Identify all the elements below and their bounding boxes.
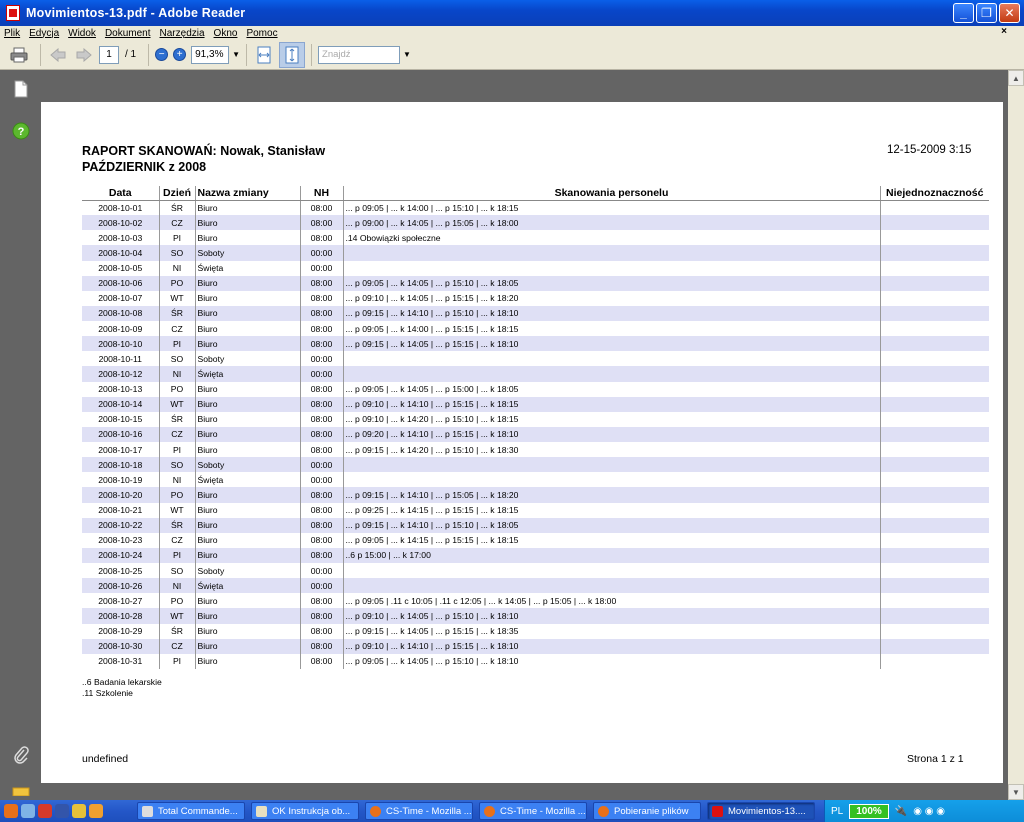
cell-day: ŚR xyxy=(159,200,195,215)
cell-day: CZ xyxy=(159,215,195,230)
cell-nh: 00:00 xyxy=(300,578,343,593)
menu-tools[interactable]: Narzędzia xyxy=(159,27,205,39)
cell-scans: ... p 09:10 | ... k 14:05 | ... p 15:15 | ... k 18:20 xyxy=(343,291,880,306)
column-header-shift: Nazwa zmiany xyxy=(195,186,300,200)
opera-icon[interactable] xyxy=(38,804,52,818)
system-tray xyxy=(824,800,1024,822)
cell-nh: 08:00 xyxy=(300,442,343,457)
cell-ambiguity xyxy=(880,472,989,487)
cell-shift: Biuro xyxy=(195,654,300,669)
cell-ambiguity xyxy=(880,306,989,321)
cell-day: NI xyxy=(159,366,195,381)
cell-nh: 08:00 xyxy=(300,382,343,397)
folder-icon[interactable] xyxy=(12,786,30,796)
cell-nh: 08:00 xyxy=(300,321,343,336)
cell-date: 2008-10-13 xyxy=(98,384,143,395)
cell-date: 2008-10-17 xyxy=(98,444,143,455)
cell-nh: 08:00 xyxy=(300,487,343,502)
cell-shift: Święta xyxy=(195,578,300,593)
cell-date: 2008-10-04 xyxy=(82,245,159,260)
page-counter: Strona 1 z 1 xyxy=(907,753,964,765)
footer-left: undefined xyxy=(82,753,129,765)
cell-nh: 08:00 xyxy=(300,306,343,321)
cell-day: PI xyxy=(159,230,195,245)
cell-ambiguity xyxy=(880,366,989,381)
table-row xyxy=(82,487,989,502)
column-header-scans: Skanowania personelu xyxy=(343,186,880,200)
menu-view[interactable]: Widok xyxy=(68,27,96,39)
cell-day: WT xyxy=(159,397,195,412)
cell-scans: ... p 09:10 | ... k 14:10 | ... p 15:15 | ... k 18:10 xyxy=(343,639,880,654)
cell-day: PI xyxy=(159,654,195,669)
cell-scans: ... p 09:10 | ... k 14:20 | ... p 15:10 | ... k 18:15 xyxy=(343,412,880,427)
table-row xyxy=(82,412,989,427)
cell-nh: 08:00 xyxy=(300,503,343,518)
cell-shift: Biuro xyxy=(195,291,300,306)
cell-scans xyxy=(343,578,880,593)
cell-ambiguity xyxy=(880,351,989,366)
cell-nh: 08:00 xyxy=(300,639,343,654)
table-row xyxy=(82,245,989,260)
report-title: RAPORT SKANOWAŃ: Nowak, Stanisław xyxy=(82,144,326,158)
cell-scans xyxy=(343,366,880,381)
cell-nh: 00:00 xyxy=(300,351,343,366)
adobe-reader-icon xyxy=(6,5,20,21)
cell-shift: Biuro xyxy=(195,200,300,215)
minimize-button[interactable]: _ xyxy=(953,3,974,23)
table-row xyxy=(82,639,989,654)
table-row xyxy=(82,624,989,639)
menu-window[interactable]: Okno xyxy=(213,27,238,39)
cell-date: 2008-10-27 xyxy=(98,595,143,606)
table-row xyxy=(82,321,989,336)
cell-date: 2008-10-12 xyxy=(82,366,159,381)
language-indicator[interactable]: PL xyxy=(831,805,844,817)
window-title: Movimientos-13.pdf - Adobe Reader xyxy=(26,6,246,20)
page-number-input[interactable]: 1 xyxy=(99,46,119,64)
cell-shift: Biuro xyxy=(195,487,300,502)
zoom-dropdown-icon[interactable]: ▼ xyxy=(232,50,241,59)
firefox-icon xyxy=(484,806,495,817)
cell-scans xyxy=(343,261,880,276)
table-row xyxy=(82,200,989,215)
cell-day: CZ xyxy=(159,427,195,442)
cell-shift: Biuro xyxy=(195,608,300,623)
table-row xyxy=(82,518,989,533)
cell-day: PO xyxy=(159,382,195,397)
cell-date: 2008-10-11 xyxy=(98,353,142,364)
cell-nh: 08:00 xyxy=(300,276,343,291)
report-notes xyxy=(82,677,162,699)
cell-day: WT xyxy=(159,291,195,306)
cell-scans: ... p 09:05 | ... k 14:00 | ... p 15:15 | ... k 18:15 xyxy=(343,321,880,336)
cell-nh: 00:00 xyxy=(300,245,343,260)
vertical-scrollbar[interactable] xyxy=(1008,70,1024,800)
cell-ambiguity xyxy=(880,245,989,260)
cell-ambiguity xyxy=(880,548,989,563)
cell-date: 2008-10-28 xyxy=(82,608,159,623)
table-row xyxy=(82,593,989,608)
adobe-reader-icon xyxy=(712,806,723,817)
column-header-nh: NH xyxy=(300,186,343,200)
cell-ambiguity xyxy=(880,321,989,336)
menu-document[interactable]: Dokument xyxy=(104,27,151,39)
cell-ambiguity xyxy=(880,336,989,351)
cell-nh: 00:00 xyxy=(300,261,343,276)
cell-day: SO xyxy=(159,351,195,366)
cell-scans: ... p 09:15 | ... k 14:10 | ... p 15:10 | ... k 18:10 xyxy=(343,306,880,321)
cell-shift: Święta xyxy=(195,261,300,276)
cell-date: 2008-10-01 xyxy=(98,202,143,213)
note-training: .11 Szkolenie xyxy=(82,688,133,698)
cell-ambiguity xyxy=(880,276,989,291)
cell-day: PI xyxy=(159,442,195,457)
table-row xyxy=(82,578,989,593)
table-row xyxy=(82,382,989,397)
cell-date: 2008-10-03 xyxy=(98,232,143,243)
cell-scans: ... p 09:15 | ... k 14:05 | ... p 15:15 | ... k 18:10 xyxy=(343,336,880,351)
cell-scans: ... p 09:15 | ... k 14:10 | ... p 15:05 | ... k 18:20 xyxy=(343,487,880,502)
firefox-icon xyxy=(598,806,609,817)
cell-shift: Biuro xyxy=(195,548,300,563)
cell-ambiguity xyxy=(880,608,989,623)
cell-shift: Soboty xyxy=(195,563,300,578)
cell-date: 2008-10-09 xyxy=(98,323,143,334)
cell-ambiguity xyxy=(880,503,989,518)
table-row xyxy=(82,291,989,306)
scroll-down-arrow[interactable]: ▼ xyxy=(1008,784,1024,800)
zoom-out-icon[interactable]: − xyxy=(155,48,168,61)
cell-ambiguity xyxy=(880,654,989,669)
cell-nh: 08:00 xyxy=(300,412,343,427)
cell-ambiguity xyxy=(880,397,989,412)
cell-nh: 00:00 xyxy=(300,472,343,487)
cell-shift: Biuro xyxy=(195,593,300,608)
cell-date: 2008-10-20 xyxy=(82,487,159,502)
cell-date: 2008-10-16 xyxy=(82,427,159,442)
document-close-button[interactable]: × xyxy=(1001,26,1007,37)
cell-scans: ... p 09:05 | ... k 14:05 | ... p 15:10 | ... k 18:10 xyxy=(343,654,880,669)
cell-scans: ... p 09:05 | ... k 14:05 | ... p 15:00 | ... k 18:05 xyxy=(343,382,880,397)
cell-date: 2008-10-26 xyxy=(82,578,159,593)
table-row xyxy=(82,276,989,291)
table-row xyxy=(82,457,989,472)
cell-scans xyxy=(343,472,880,487)
cell-shift: Święta xyxy=(195,366,300,381)
cell-day: CZ xyxy=(159,321,195,336)
cell-day: ŚR xyxy=(159,306,195,321)
cell-date: 2008-10-21 xyxy=(98,505,143,516)
column-header-ambiguity: Niejednoznaczność xyxy=(880,186,989,200)
cell-ambiguity xyxy=(880,261,989,276)
cell-nh: 08:00 xyxy=(300,518,343,533)
menu-help[interactable]: Pomoc xyxy=(246,27,278,39)
table-row xyxy=(82,261,989,276)
cell-ambiguity xyxy=(880,291,989,306)
cell-day: ŚR xyxy=(159,412,195,427)
cell-date: 2008-10-06 xyxy=(82,276,159,291)
cell-ambiguity xyxy=(880,639,989,654)
attachments-icon[interactable] xyxy=(12,746,30,764)
pdf-page xyxy=(41,102,1003,783)
cell-day: NI xyxy=(159,261,195,276)
print-icon[interactable] xyxy=(8,44,30,66)
cell-scans: ... p 09:00 | ... k 14:05 | ... p 15:05 | ... k 18:00 xyxy=(343,215,880,230)
table-row xyxy=(82,351,989,366)
table-row xyxy=(82,215,989,230)
cell-shift: Biuro xyxy=(195,533,300,548)
cell-ambiguity xyxy=(880,215,989,230)
cell-day: SO xyxy=(159,457,195,472)
cell-ambiguity xyxy=(880,593,989,608)
table-row xyxy=(82,397,989,412)
scroll-up-arrow[interactable]: ▲ xyxy=(1008,70,1024,86)
table-row xyxy=(82,472,989,487)
table-row xyxy=(82,533,989,548)
window-titlebar[interactable] xyxy=(0,0,1024,26)
cell-shift: Biuro xyxy=(195,412,300,427)
cell-shift: Biuro xyxy=(195,624,300,639)
cell-shift: Soboty xyxy=(195,245,300,260)
cell-date: 2008-10-02 xyxy=(82,215,159,230)
menu-bar xyxy=(0,26,1024,40)
cell-date: 2008-10-05 xyxy=(98,263,143,274)
table-row xyxy=(82,654,989,669)
total-commander-icon xyxy=(142,806,153,817)
cell-shift: Soboty xyxy=(195,457,300,472)
cell-nh: 08:00 xyxy=(300,533,343,548)
table-row xyxy=(82,608,989,623)
cell-day: NI xyxy=(159,472,195,487)
table-row xyxy=(82,503,989,518)
cell-shift: Biuro xyxy=(195,518,300,533)
cell-nh: 08:00 xyxy=(300,215,343,230)
cell-ambiguity xyxy=(880,412,989,427)
cell-date: 2008-10-14 xyxy=(82,397,159,412)
cell-nh: 00:00 xyxy=(300,563,343,578)
cell-scans xyxy=(343,351,880,366)
previous-page-icon[interactable] xyxy=(47,44,69,66)
tray-icons[interactable]: ◉ ◉ ◉ xyxy=(913,805,945,817)
cell-day: PO xyxy=(159,487,195,502)
table-row xyxy=(82,563,989,578)
cell-day: ŚR xyxy=(159,624,195,639)
help-icon[interactable] xyxy=(12,122,30,140)
save-icon[interactable] xyxy=(55,804,69,818)
cell-day: PO xyxy=(159,593,195,608)
document-icon xyxy=(256,806,267,817)
table-row xyxy=(82,230,989,245)
taskbar-button-cs-time-1[interactable]: CS-Time - Mozilla ... xyxy=(365,802,473,820)
cell-scans xyxy=(343,245,880,260)
power-icon[interactable]: 🔌 xyxy=(894,805,908,817)
cell-ambiguity xyxy=(880,457,989,472)
cell-nh: 08:00 xyxy=(300,230,343,245)
menu-file[interactable]: Plik xyxy=(4,27,21,39)
cell-day: CZ xyxy=(159,533,195,548)
table-row xyxy=(82,336,989,351)
cell-shift: Biuro xyxy=(195,306,300,321)
cell-nh: 08:00 xyxy=(300,427,343,442)
cell-nh: 08:00 xyxy=(300,608,343,623)
cell-shift: Święta xyxy=(195,472,300,487)
cell-scans: ... p 09:15 | ... k 14:20 | ... p 15:10 | ... k 18:30 xyxy=(343,442,880,457)
cell-nh: 00:00 xyxy=(300,366,343,381)
cell-scans xyxy=(343,457,880,472)
cell-scans: ... p 09:05 | ... k 14:15 | ... p 15:15 | ... k 18:15 xyxy=(343,533,880,548)
cell-ambiguity xyxy=(880,563,989,578)
cell-nh: 08:00 xyxy=(300,654,343,669)
cell-shift: Biuro xyxy=(195,382,300,397)
cell-date: 2008-10-31 xyxy=(98,656,143,667)
toolbar xyxy=(0,40,1024,70)
windows-taskbar xyxy=(0,800,1024,822)
cell-scans: .14 Obowiązki społeczne xyxy=(343,230,880,245)
cell-ambiguity xyxy=(880,427,989,442)
taskbar-button-downloads[interactable]: Pobieranie plików xyxy=(593,802,701,820)
cell-scans: ... p 09:05 | ... k 14:00 | ... p 15:10 | ... k 18:15 xyxy=(343,200,880,215)
cell-day: SO xyxy=(159,563,195,578)
cell-ambiguity xyxy=(880,382,989,397)
svg-text:?: ? xyxy=(17,126,25,138)
cell-date: 2008-10-29 xyxy=(98,626,143,637)
cell-nh: 08:00 xyxy=(300,548,343,563)
cell-day: PI xyxy=(159,336,195,351)
cell-date: 2008-10-22 xyxy=(82,518,159,533)
cell-day: NI xyxy=(159,578,195,593)
cell-date: 2008-10-19 xyxy=(98,474,143,485)
cell-day: WT xyxy=(159,608,195,623)
table-row xyxy=(82,427,989,442)
cell-scans: ... p 09:05 | ... k 14:05 | ... p 15:10 | ... k 18:05 xyxy=(343,276,880,291)
cell-shift: Biuro xyxy=(195,639,300,654)
cell-date: 2008-10-08 xyxy=(82,306,159,321)
cell-scans: ... p 09:10 | ... k 14:10 | ... p 15:15 | ... k 18:15 xyxy=(343,397,880,412)
cell-date: 2008-10-23 xyxy=(98,535,143,546)
cell-ambiguity xyxy=(880,230,989,245)
page-total: / 1 xyxy=(125,49,137,60)
navigation-pane xyxy=(0,70,40,800)
cell-shift: Biuro xyxy=(195,442,300,457)
cell-scans: ... p 09:25 | ... k 14:15 | ... p 15:15 | ... k 18:15 xyxy=(343,503,880,518)
cell-shift: Biuro xyxy=(195,230,300,245)
column-header-day: Dzień xyxy=(159,186,195,200)
cell-ambiguity xyxy=(880,624,989,639)
table-row xyxy=(82,548,989,563)
cell-shift: Biuro xyxy=(195,336,300,351)
table-header xyxy=(82,186,989,200)
cell-day: PO xyxy=(159,276,195,291)
cell-scans: ... p 09:20 | ... k 14:10 | ... p 15:15 | ... k 18:10 xyxy=(343,427,880,442)
firefox-icon xyxy=(370,806,381,817)
scans-table xyxy=(82,186,989,669)
taskbar-button-instrukcja[interactable]: OK Instrukcja ob... xyxy=(251,802,359,820)
cell-scans: ... p 09:15 | ... k 14:10 | ... p 15:10 | ... k 18:05 xyxy=(343,518,880,533)
cell-day: WT xyxy=(159,503,195,518)
cell-ambiguity xyxy=(880,518,989,533)
cell-date: 2008-10-25 xyxy=(98,565,143,576)
next-page-icon[interactable] xyxy=(73,44,95,66)
cell-ambiguity xyxy=(880,487,989,502)
tool-icon[interactable] xyxy=(72,804,86,818)
taskbar-button-cs-time-2[interactable]: CS-Time - Mozilla ... xyxy=(479,802,587,820)
network-icon[interactable] xyxy=(21,804,35,818)
cell-shift: Biuro xyxy=(195,503,300,518)
cell-shift: Biuro xyxy=(195,215,300,230)
fit-page-icon[interactable] xyxy=(279,42,305,68)
cell-ambiguity xyxy=(880,200,989,215)
maximize-button[interactable]: ❐ xyxy=(976,3,997,23)
table-row xyxy=(82,366,989,381)
cell-shift: Biuro xyxy=(195,321,300,336)
quick-launch xyxy=(0,800,137,822)
taskbar-button-adobe-reader[interactable]: Movimientos-13.... xyxy=(707,802,815,820)
cell-day: SO xyxy=(159,245,195,260)
cell-date: 2008-10-24 xyxy=(82,548,159,563)
cell-date: 2008-10-30 xyxy=(82,639,159,654)
cell-ambiguity xyxy=(880,442,989,457)
cell-nh: 08:00 xyxy=(300,397,343,412)
report-date: 12-15-2009 3:15 xyxy=(887,144,972,156)
cell-nh: 08:00 xyxy=(300,291,343,306)
cell-day: ŚR xyxy=(159,518,195,533)
close-button[interactable]: ✕ xyxy=(999,3,1020,23)
fit-width-icon[interactable] xyxy=(253,44,275,66)
taskbar-button-total-commander[interactable]: Total Commande... xyxy=(137,802,245,820)
firefox-icon[interactable] xyxy=(4,804,18,818)
cell-nh: 08:00 xyxy=(300,593,343,608)
cell-scans: ... p 09:05 | .11 c 10:05 | .11 c 12:05 | ... k 14:05 | ... p 15:05 | ... k 18:00 xyxy=(343,593,880,608)
cell-scans: ... p 09:15 | ... k 14:05 | ... p 15:15 | ... k 18:35 xyxy=(343,624,880,639)
cell-day: CZ xyxy=(159,639,195,654)
find-input[interactable]: Znajdź xyxy=(318,46,400,64)
cell-shift: Biuro xyxy=(195,276,300,291)
cell-scans: ... p 09:10 | ... k 14:05 | ... p 15:10 | ... k 18:10 xyxy=(343,608,880,623)
table-row xyxy=(82,306,989,321)
zoom-in-icon[interactable]: + xyxy=(173,48,186,61)
find-dropdown-icon[interactable]: ▼ xyxy=(403,50,411,59)
report-subtitle: PAŹDZIERNIK z 2008 xyxy=(82,160,207,174)
column-header-date: Data xyxy=(82,186,159,200)
cell-nh: 00:00 xyxy=(300,457,343,472)
cell-date: 2008-10-10 xyxy=(82,336,159,351)
cell-ambiguity xyxy=(880,578,989,593)
cell-date: 2008-10-15 xyxy=(98,414,143,425)
table-row xyxy=(82,442,989,457)
battery-indicator[interactable]: 100% xyxy=(849,804,889,819)
cell-date: 2008-10-18 xyxy=(82,457,159,472)
zoom-level-field[interactable]: 91,3% xyxy=(191,46,229,64)
cell-scans: ..6 p 15:00 | ... k 17:00 xyxy=(343,548,880,563)
cell-shift: Biuro xyxy=(195,397,300,412)
cell-nh: 08:00 xyxy=(300,200,343,215)
cell-day: PI xyxy=(159,548,195,563)
cell-shift: Soboty xyxy=(195,351,300,366)
pages-panel-icon[interactable] xyxy=(12,80,30,98)
cell-scans xyxy=(343,563,880,578)
cell-shift: Biuro xyxy=(195,427,300,442)
cell-nh: 08:00 xyxy=(300,336,343,351)
messenger-icon[interactable] xyxy=(89,804,103,818)
menu-edit[interactable]: Edycja xyxy=(29,27,60,39)
note-medical: ..6 Badania lekarskie xyxy=(82,677,162,687)
cell-nh: 08:00 xyxy=(300,624,343,639)
cell-ambiguity xyxy=(880,533,989,548)
cell-date: 2008-10-07 xyxy=(98,293,143,304)
